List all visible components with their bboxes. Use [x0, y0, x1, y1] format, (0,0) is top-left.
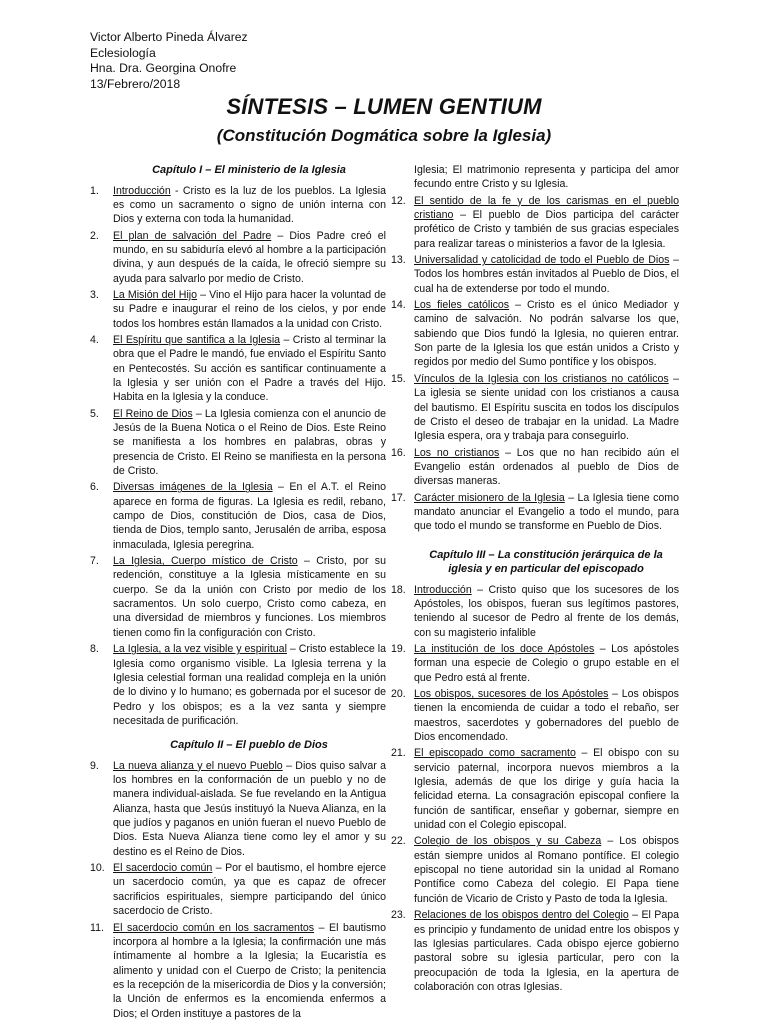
list-item-topic: Relaciones de los obispos dentro del Colegio [414, 909, 629, 922]
list-item [391, 372, 679, 444]
chapter-2-list-continued [391, 194, 679, 534]
list-item-topic: El Reino de Dios [113, 407, 193, 420]
list-item-number: 1. [90, 184, 99, 197]
list-item-description: – Dios quiso salvar a los hombres en la conformación de un pueblo y no de manera individual-aislada. Se fue revelando en la Antigua Alianza, hasta que Jesús instituyó la Nueva Alianza, en la que judíos y paganos en unión fueran el nuevo Pueblo de Dios. Esta Nueva Alianza tiene como ley el amor y su destino es el Reino de Dios. [113, 759, 386, 858]
list-item-text [113, 554, 386, 640]
list-item [391, 834, 679, 906]
list-item-description: – El pueblo de Dios participa del carácter profético de Cristo y también de sus gracias especiales para realizar tareas o ministerios a favor de la Iglesia. [414, 209, 679, 250]
list-item [90, 642, 386, 728]
teacher-name: Hna. Dra. Georgina Onofre [90, 61, 237, 75]
list-item [391, 298, 679, 370]
list-item-number: 10. [90, 862, 105, 875]
list-item-text [113, 288, 386, 331]
list-item-description: – La Iglesia tiene como mandato anunciar el Evangelio a todo el mundo, para que todo el mundo se transforme en Pueblo de Dios. [414, 491, 679, 533]
list-item-text [414, 834, 679, 906]
list-item-text [414, 583, 679, 640]
list-item-text [414, 491, 679, 534]
list-item-topic: La institución de los doce Apóstoles [414, 642, 595, 655]
list-item-number: 23. [391, 909, 406, 922]
course-name: Eclesiología [90, 45, 156, 60]
list-item-number: 8. [90, 643, 99, 656]
list-item-number: 3. [90, 288, 99, 301]
list-item-topic: La Iglesia, Cuerpo místico de Cristo [113, 555, 298, 568]
list-item [391, 583, 679, 640]
list-item [391, 194, 679, 251]
list-item [90, 554, 386, 640]
list-item [90, 184, 386, 227]
list-item-text [113, 184, 386, 227]
list-item-text [414, 908, 679, 994]
list-item-number: 6. [90, 481, 99, 494]
list-item-topic: El sacerdocio común en los sacramentos [113, 921, 315, 934]
list-item-text [414, 253, 679, 296]
list-item-number: 22. [391, 835, 406, 848]
list-item [391, 253, 679, 296]
list-item-description: – Cristo, por su redención, constituye a la Iglesia místicamente en su cuerpo. Se da la unión con Cristo por medio de los sacramentos. Un solo cuerpo, Cristo como cabeza, en una diversidad de miembros y funciones. Los miembros tienen como fin la configuración con Cristo. [113, 555, 386, 639]
author-name: Victor Alberto Pineda Álvarez [90, 30, 248, 44]
list-item-number: 14. [391, 299, 406, 312]
list-item-topic: Diversas imágenes de la Iglesia [113, 481, 273, 494]
list-item-number: 18. [391, 583, 406, 596]
list-item-description: – Los que no han recibido aún el Evangelio están ordenados al pueblo de Dios de diversas maneras. [414, 446, 679, 488]
list-item-text [113, 759, 386, 859]
list-item [90, 921, 386, 1021]
list-item-number: 9. [90, 759, 99, 772]
list-item-description: – La Iglesia comienza con el anuncio de Jesús de la Buena Notica o el Reino de Dios. Este Reino se manifiesta a los hombres en palabras, obras y presencia de Cristo. El Reino se manifiesta en la persona de Cristo. [113, 407, 386, 478]
list-item-description: – Por el bautismo, el hombre ejerce un sacerdocio común, ya que es capaz de ofrecer sacrificios espirituales, siempre participando del único sacerdocio de Cristo. [113, 862, 386, 918]
list-item-topic: El episcopado como sacramento [414, 747, 576, 760]
list-item-number: 5. [90, 407, 99, 420]
list-item-text [113, 642, 386, 728]
list-item-text [414, 746, 679, 832]
list-item-number: 4. [90, 333, 99, 346]
list-item-topic: Carácter misionero de la Iglesia [414, 491, 565, 504]
list-item-topic: Los no cristianos [414, 446, 500, 459]
list-item-number: 7. [90, 555, 99, 568]
chapter-heading-1: Capítulo I – El ministerio de la Iglesia [152, 164, 346, 176]
list-item [391, 642, 679, 685]
document-title: SÍNTESIS – LUMEN GENTIUM [226, 94, 542, 119]
list-item-number: 11. [90, 921, 104, 934]
list-item-description: – Los obispos tienen la encomienda de cuidar a todo el rebaño, ser maestros, sacerdotes y gobernadores del pueblo de Dios encomendado. [414, 688, 679, 744]
list-item-topic: Universalidad y catolicidad de todo el Pueblo de Dios [414, 254, 670, 267]
document-header [90, 30, 248, 92]
list-item [90, 480, 386, 552]
list-item [391, 446, 679, 489]
list-item-description: – El Papa es principio y fundamento de unidad entre los obispos y las Iglesias particulares. Cada obispo ejerce gobierno pastoral sobre su iglesia particular, pero con la preocupación de toda la Iglesia, en la apertura de colaboración con otras Iglesias. [414, 909, 679, 993]
list-item-text [414, 298, 679, 370]
list-item-number: 15. [391, 372, 406, 385]
chapter-heading-2: Capítulo II – El pueblo de Dios [170, 739, 328, 752]
list-item [90, 229, 386, 286]
list-item-text [414, 687, 679, 744]
list-item-number: 20. [391, 688, 406, 700]
list-item [391, 746, 679, 832]
list-item-text [414, 446, 679, 489]
document-date: 13/Febrero/2018 [90, 76, 181, 91]
list-item [90, 759, 386, 859]
list-item-topic: El sacerdocio común [113, 862, 213, 875]
list-item-description: – La iglesia se siente unidad con los cristianos a causa del bautismo. El Espíritu suscita en todos los discípulos de Cristo el deseo de trabajar en la unidad. La Madre Iglesia espera, ora y trabaja para conseguirlo. [414, 372, 679, 443]
list-item-topic: Los fieles católicos [414, 299, 510, 312]
list-item-text [113, 333, 386, 405]
list-item-number: 13. [391, 254, 406, 267]
list-item [90, 333, 386, 405]
chapter-2-list [90, 759, 386, 1021]
list-item-topic: El Espíritu que santifica a la Iglesia [113, 333, 281, 346]
list-item-number: 2. [90, 229, 99, 242]
list-item-topic: Vínculos de la Iglesia con los cristianos no católicos [414, 372, 669, 385]
list-item-text [113, 921, 386, 1021]
right-column [391, 163, 679, 996]
chapter-heading-3: Capítulo III – La constitución jerárquica de la iglesia y en particular del episcopado [429, 548, 663, 576]
list-item-topic: Los obispos, sucesores de los Apóstoles [414, 688, 609, 700]
list-item-number: 12. [391, 194, 406, 207]
list-item-description: – Los apóstoles forman una especie de Colegio o grupo estable en el que Pedro está al frente. [414, 642, 679, 684]
list-item-description: – El bautismo incorpora al hombre a la Iglesia; la confirmación une más íntimamente al hombre a la Iglesia; la Eucaristía es alimento y unidad con el Cuerpo de Cristo; la penitencia es la recepción de la misericordia de Dios y la conversión; la Unción de enfermos es la encomienda enfermos a Dios; el Orden instituye a pastores de la [113, 921, 386, 1020]
list-item-description: – Todos los hombres están invitados al Pueblo de Dios, el cual ha de extenderse por todo el mundo. [414, 254, 679, 295]
list-item-description: – Cristo quiso que los sucesores de los Apóstoles, los obispos, fueran sus legítimos pastores, teniendo al sucesor de Pedro al frente de los demás, con su magisterio infalible [414, 583, 679, 639]
list-item-continuation: Iglesia; El matrimonio representa y participa del amor fecundo entre Cristo y su Iglesia. [414, 164, 679, 191]
list-item-number: 17. [391, 491, 406, 504]
list-item-text [414, 372, 679, 444]
list-item-description: - Cristo es la luz de los pueblos. La Iglesia es como un sacramento o signo de unión interna con Dios y externa con toda la humanidad. [113, 184, 386, 226]
list-item-description: – Los obispos están siempre unidos al Romano pontífice. El colegio episcopal no tiene autoridad sin la unidad al Romano Pontífice como Cabeza del colegio. El Papa tiene función de Vicario de Cristo y Pasto de toda la Iglesia. [414, 835, 679, 905]
list-item-description: – Cristo es el único Mediador y camino de salvación. No podrán salvarse los que, sabiendo que Dios fundó la Iglesia, no quieren entrar. Son parte de la Iglesia los que están unidos a Cristo y regidos por medio del Sumo pontífice y los obispos. [414, 299, 679, 369]
list-item [90, 407, 386, 479]
list-item [391, 687, 679, 744]
list-item [391, 908, 679, 994]
list-item-text [113, 229, 386, 286]
list-item-text [113, 407, 386, 479]
list-item-topic: El sentido de la fe y de los carismas en el pueblo cristiano [414, 194, 679, 222]
chapter-3-list [391, 583, 679, 995]
list-item [90, 861, 386, 918]
list-item-description: – Vino el Hijo para hacer la voluntad de su Padre e inaugurar el reino de los cielos, y por ende todos los hombres están llamados a la unidad con Cristo. [113, 288, 386, 330]
list-item-topic: Introducción [414, 583, 472, 596]
list-item-topic: La nueva alianza y el nuevo Pueblo [113, 759, 283, 772]
list-item-text [414, 194, 679, 251]
list-item [90, 288, 386, 331]
list-item [391, 491, 679, 534]
list-item-topic: El plan de salvación del Padre [113, 229, 272, 242]
list-item-description: – Cristo al terminar la obra que el Padre le mandó, fue enviado el Espíritu Santo en Pentecostés. Su acción es santificar continuamente a la Iglesia y ser unión con el Padre a través del Hijo. Habita en la Iglesia y la conduce. [113, 333, 386, 404]
list-item-text [113, 861, 386, 918]
list-item-topic: La Misión del Hijo [113, 288, 198, 301]
left-column [90, 163, 386, 1023]
list-item-description: – Cristo establece la Iglesia como organismo visible. La Iglesia terrena y la Iglesia celestial forman una realidad compleja en la unión de lo divino y lo humano; es gobernada por el sucesor de Pedro y los obispos; es a la vez santa y siempre necesitada de purificación. [113, 643, 386, 727]
list-item-topic: Colegio de los obispos y su Cabeza [414, 835, 602, 848]
list-item-number: 16. [391, 446, 406, 459]
chapter-1-list [90, 184, 386, 729]
list-item-topic: La Iglesia, a la vez visible y espiritual [113, 643, 287, 656]
list-item-topic: Introducción [113, 184, 171, 197]
list-item-description: – Dios Padre creó el mundo, en su sabiduría elevó al hombre a la participación divina, y aun después de la caída, le ofreció siempre su ayuda para salvarlo por medio de Cristo. [113, 229, 386, 285]
list-item-text [113, 480, 386, 552]
document-subtitle: (Constitución Dogmática sobre la Iglesia) [216, 126, 552, 145]
list-item-number: 21. [391, 747, 406, 760]
list-item-text [414, 642, 679, 685]
list-item-number: 19. [391, 642, 406, 655]
list-item-description: – En el A.T. el Reino aparece en forma de figuras. La Iglesia es redil, rebano, campo de Dios, constitución de Dios, casa de Dios, tienda de Dios, templo santo, Jerusalén de arriba, esposa inmaculada, Iglesia peregrina. [113, 481, 386, 551]
list-item-description: – El obispo con su servicio paternal, incorpora nuevos miembros a la Iglesia, además de que los dirige y guía hacia la felicidad eterna. La consagración episcopal confiere la función de santificar, enseñar y gobernar, siempre en unidad con el Colegio episcopal. [414, 747, 680, 832]
